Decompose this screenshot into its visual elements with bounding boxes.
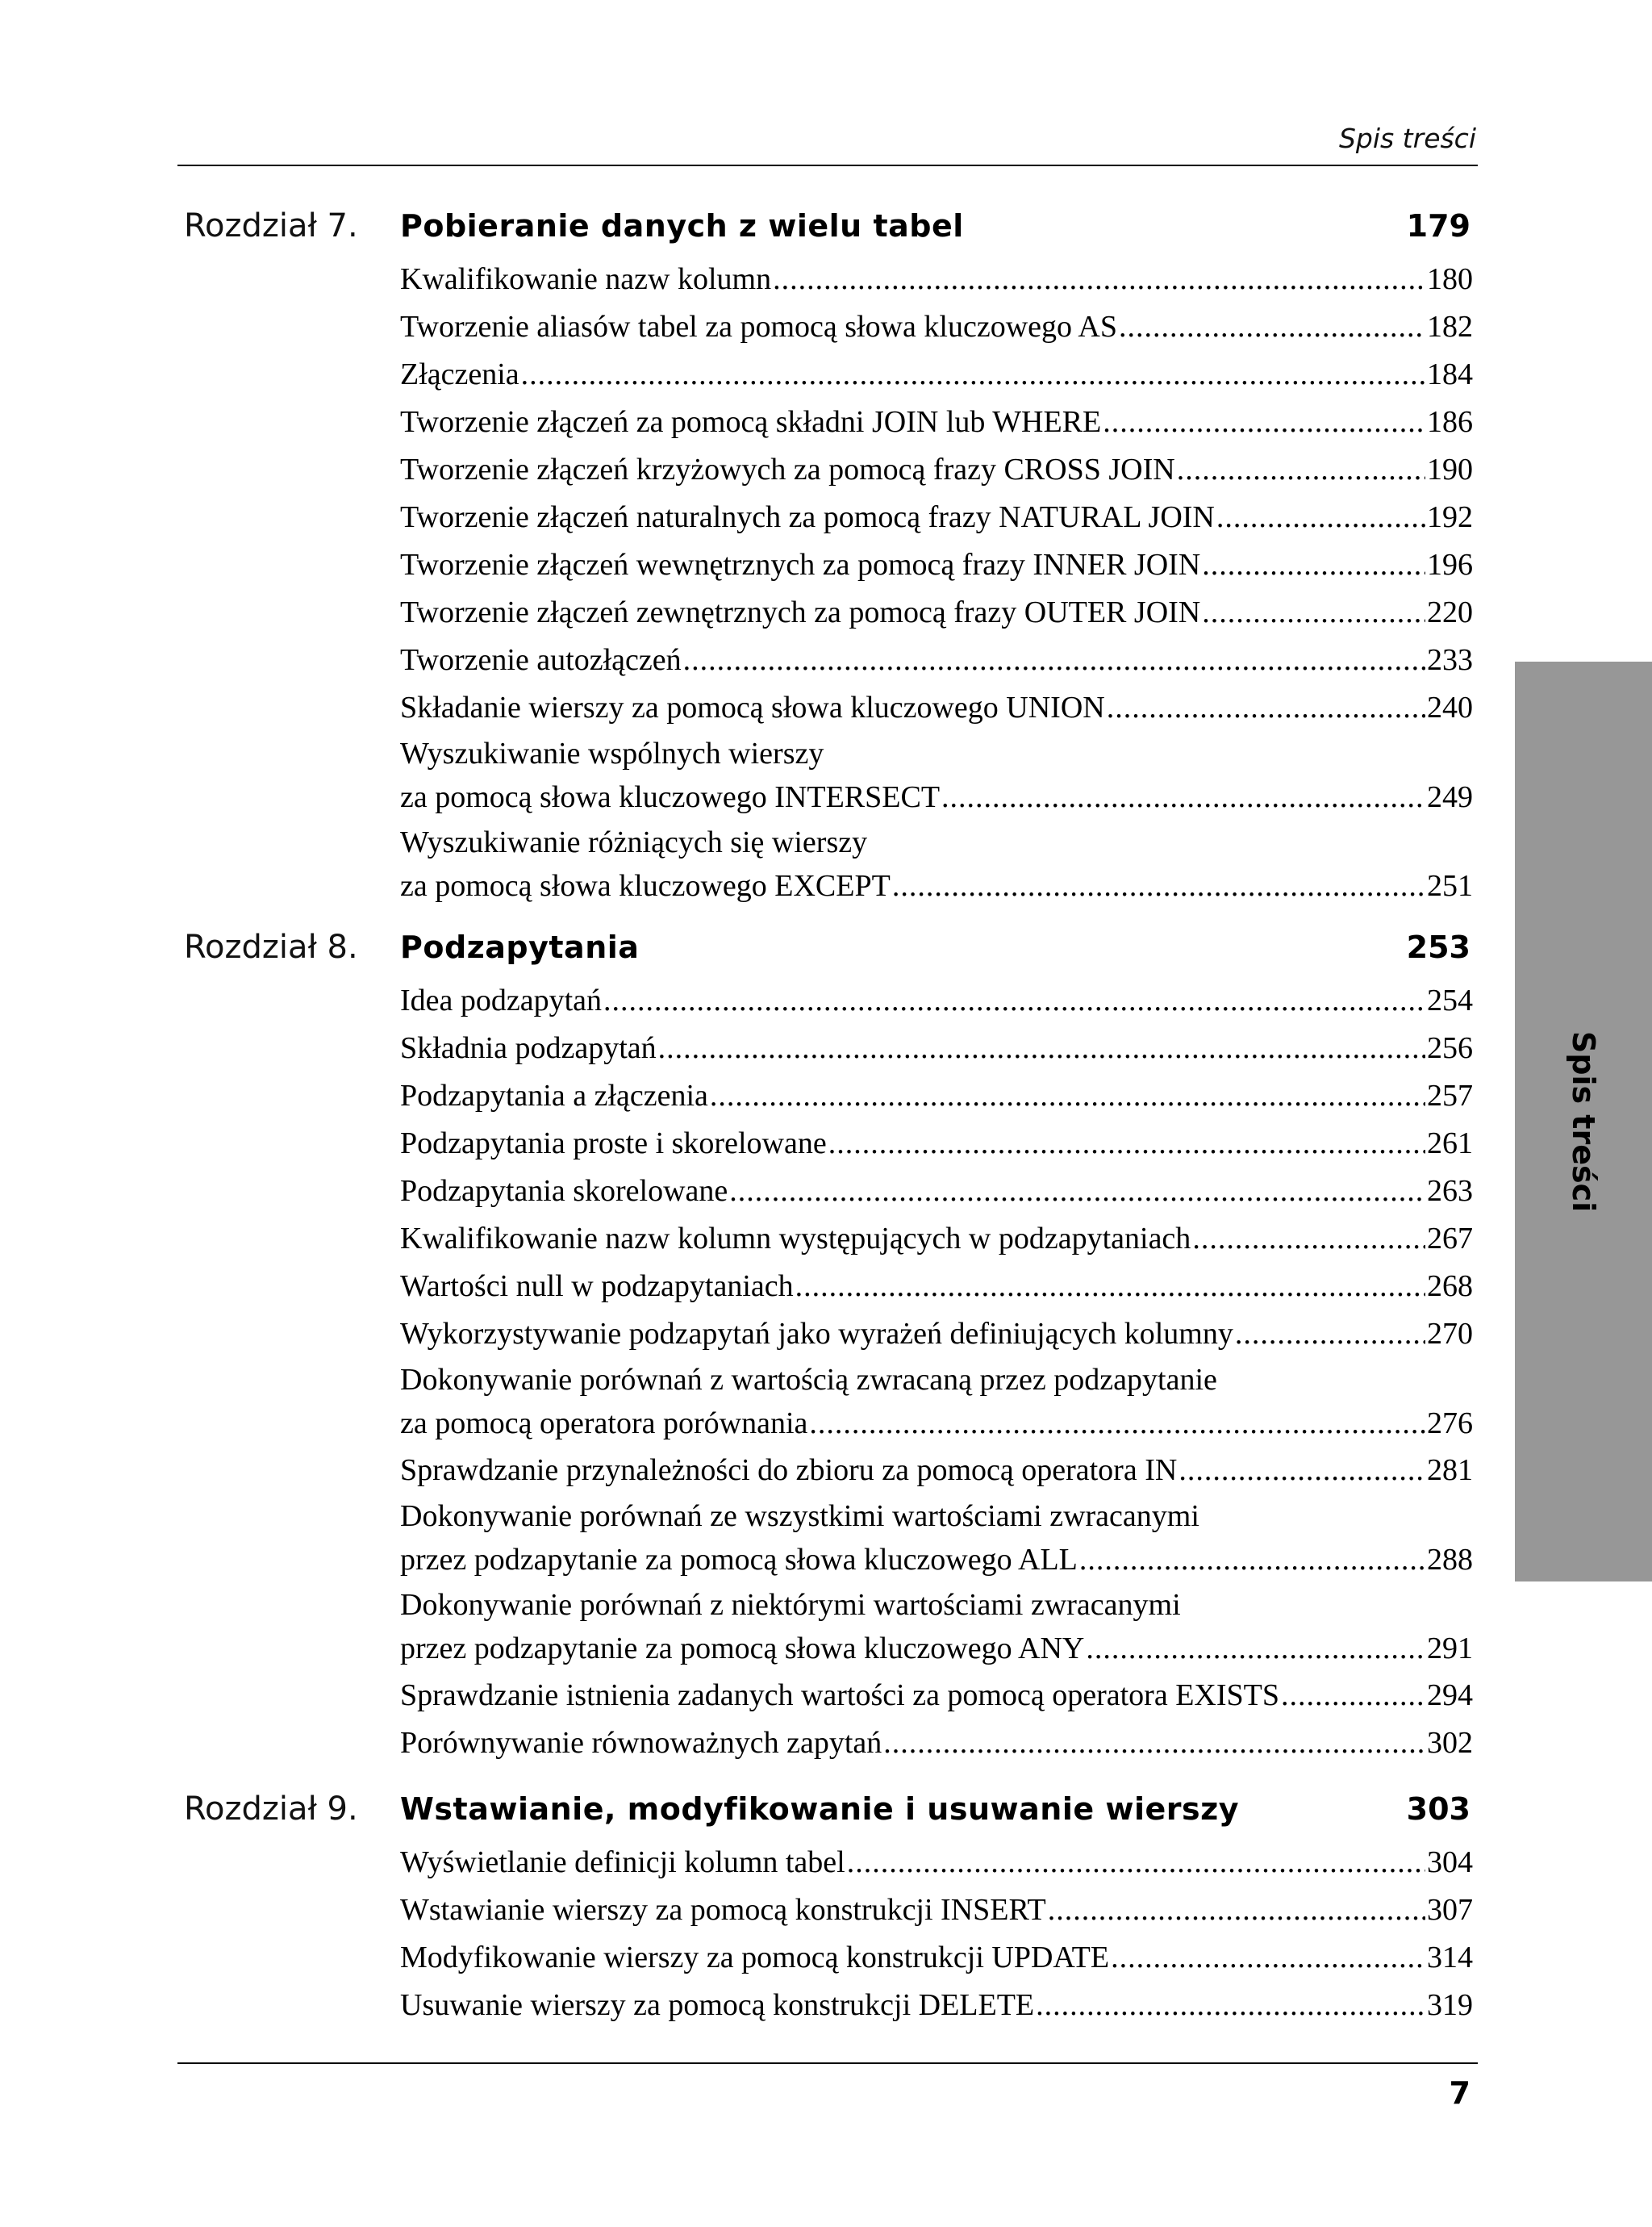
chapter-page: 253: [1406, 930, 1471, 965]
leader-dots: [683, 637, 1425, 683]
side-tab-label: Spis treści: [1566, 1030, 1601, 1213]
chapter-7: [0, 195, 1652, 910]
entry-text: Sprawdzanie przynależności do zbioru za pomocą operatora IN: [400, 1453, 1178, 1487]
leader-dots: [1179, 1448, 1425, 1493]
entry-page: 294: [1427, 1678, 1473, 1712]
running-head: Spis treści: [1338, 123, 1476, 154]
entry-text: Podzapytania proste i skorelowane: [400, 1126, 827, 1160]
entry-text: przez podzapytanie za pomocą słowa kluczowego ANY: [400, 1632, 1085, 1665]
toc-entry[interactable]: [400, 304, 1473, 352]
entry-page: 256: [1427, 1031, 1473, 1065]
entry-text: Porównywanie równoważnych zapytań: [400, 1726, 882, 1760]
entry-text: Idea podzapytań: [400, 984, 603, 1017]
entry-text: przez podzapytanie za pomocą słowa kluczowego ALL: [400, 1543, 1078, 1577]
entry-text: za pomocą słowa kluczowego EXCEPT: [400, 869, 891, 903]
entry-text: Podzapytania skorelowane: [400, 1174, 728, 1208]
entry-text: Kwalifikowanie nazw kolumn: [400, 262, 772, 296]
leader-dots: [1119, 304, 1425, 349]
leader-dots: [1103, 399, 1425, 445]
chapter-page: 303: [1406, 1791, 1471, 1827]
leader-dots: [1048, 1887, 1425, 1932]
entry-text: Wartości null w podzapytaniach: [400, 1269, 794, 1303]
toc-entry[interactable]: [400, 1935, 1473, 1983]
chapter-heading: [0, 1778, 1652, 1840]
entry-page: 291: [1427, 1632, 1473, 1665]
toc-entry[interactable]: [400, 1026, 1473, 1073]
entry-text-line1: Wyszukiwanie wspólnych wierszy: [400, 737, 824, 771]
toc-entry[interactable]: [400, 447, 1473, 495]
chapter-9: [0, 1778, 1652, 2030]
entry-page: 276: [1427, 1406, 1473, 1440]
entry-text-line1: Dokonywanie porównań z wartością zwracaną przez podzapytanie: [400, 1363, 1217, 1397]
leader-dots: [883, 1720, 1425, 1765]
chapter-page: 179: [1406, 208, 1471, 244]
entry-page: 220: [1427, 595, 1473, 629]
leader-dots: [1086, 1626, 1425, 1671]
chapter-label: Rozdział 9.: [184, 1790, 358, 1828]
toc-entry[interactable]: [400, 1887, 1473, 1935]
chapter-label: Rozdział 7.: [184, 207, 358, 244]
leader-dots: [1202, 590, 1425, 635]
leader-dots: [1177, 447, 1425, 492]
toc-entry[interactable]: [400, 685, 1473, 733]
leader-dots: [1192, 1216, 1425, 1261]
leader-dots: [710, 1073, 1425, 1118]
toc-entry[interactable]: [400, 733, 1473, 821]
toc-entry[interactable]: [400, 1720, 1473, 1768]
toc-entry[interactable]: [400, 542, 1473, 590]
leader-dots: [847, 1840, 1425, 1885]
chapter-title: Podzapytania: [400, 930, 640, 965]
toc-entry[interactable]: [400, 1359, 1473, 1448]
toc-entry[interactable]: [400, 257, 1473, 304]
leader-dots: [1107, 685, 1425, 730]
entry-page: 261: [1427, 1126, 1473, 1160]
page-number: 7: [1449, 2075, 1471, 2111]
leader-dots: [828, 1121, 1425, 1166]
entry-page: 257: [1427, 1079, 1473, 1113]
entry-page: 251: [1427, 869, 1473, 903]
entry-text: Kwalifikowanie nazw kolumn występujących w podzapytaniach: [400, 1222, 1191, 1256]
entry-page: 240: [1427, 691, 1473, 725]
entry-page: 288: [1427, 1543, 1473, 1577]
chapter-title: Wstawianie, modyfikowanie i usuwanie wierszy: [400, 1791, 1240, 1827]
toc-entry[interactable]: [400, 590, 1473, 637]
entry-text: Modyfikowanie wierszy za pomocą konstrukcji UPDATE: [400, 1941, 1110, 1974]
entry-page: 180: [1427, 262, 1473, 296]
entry-text: Składanie wierszy za pomocą słowa kluczowego UNION: [400, 691, 1105, 725]
chapter-heading: [0, 917, 1652, 978]
leader-dots: [603, 978, 1425, 1023]
entry-page: 319: [1427, 1988, 1473, 2022]
toc-entry[interactable]: [400, 352, 1473, 399]
chapter-8: [0, 917, 1652, 1768]
entry-text: Składnia podzapytań: [400, 1031, 657, 1065]
entry-text: Tworzenie złączeń zewnętrznych za pomocą frazy OUTER JOIN: [400, 595, 1201, 629]
toc-entry[interactable]: [400, 1673, 1473, 1720]
toc-entry[interactable]: [400, 1448, 1473, 1495]
leader-dots: [795, 1264, 1425, 1309]
entry-page: 184: [1427, 357, 1473, 391]
entry-text: Tworzenie aliasów tabel za pomocą słowa kluczowego AS: [400, 310, 1117, 344]
side-tab: [1515, 662, 1652, 1581]
chapter-heading: [0, 195, 1652, 257]
toc-entry[interactable]: [400, 1840, 1473, 1887]
toc-entry[interactable]: [400, 978, 1473, 1026]
entry-text: Tworzenie złączeń wewnętrznych za pomocą frazy INNER JOIN: [400, 548, 1201, 582]
entry-text: Tworzenie złączeń naturalnych za pomocą frazy NATURAL JOIN: [400, 500, 1215, 534]
entry-page: 267: [1427, 1222, 1473, 1256]
entry-page: 268: [1427, 1269, 1473, 1303]
entry-text: Wyświetlanie definicji kolumn tabel: [400, 1845, 845, 1879]
leader-dots: [729, 1168, 1425, 1214]
entry-text: Usuwanie wierszy za pomocą konstrukcji DELETE: [400, 1988, 1035, 2022]
leader-dots: [892, 863, 1425, 909]
entry-text: Złączenia: [400, 357, 519, 391]
toc-entry[interactable]: [400, 1311, 1473, 1359]
entry-text: Sprawdzanie istnienia zadanych wartości za pomocą operatora EXISTS: [400, 1678, 1279, 1712]
entry-page: 314: [1427, 1941, 1473, 1974]
leader-dots: [809, 1401, 1425, 1446]
entry-page: 270: [1427, 1317, 1473, 1351]
entry-page: 190: [1427, 453, 1473, 487]
toc-entry[interactable]: [400, 1264, 1473, 1311]
toc-entry[interactable]: [400, 1495, 1473, 1584]
toc-entry[interactable]: [400, 1121, 1473, 1168]
entry-text: Podzapytania a złączenia: [400, 1079, 708, 1113]
toc-entry[interactable]: [400, 1983, 1473, 2030]
toc-entry[interactable]: [400, 1073, 1473, 1121]
toc-entry[interactable]: [400, 1216, 1473, 1264]
entry-page: 307: [1427, 1893, 1473, 1927]
entry-page: 302: [1427, 1726, 1473, 1760]
entry-text-line1: Wyszukiwanie różniących się wierszy: [400, 825, 868, 859]
leader-dots: [521, 352, 1425, 397]
leader-dots: [1216, 495, 1425, 540]
leader-dots: [1079, 1537, 1425, 1582]
entry-text: Wstawianie wierszy za pomocą konstrukcji INSERT: [400, 1893, 1046, 1927]
entry-page: 182: [1427, 310, 1473, 344]
footer-rule: [177, 2062, 1478, 2064]
leader-dots: [658, 1026, 1425, 1071]
entry-text-line1: Dokonywanie porównań ze wszystkimi wartościami zwracanymi: [400, 1499, 1199, 1533]
entry-page: 254: [1427, 984, 1473, 1017]
entry-text: za pomocą słowa kluczowego INTERSECT: [400, 780, 941, 814]
toc-entry[interactable]: [400, 821, 1473, 910]
leader-dots: [773, 257, 1425, 302]
entry-page: 192: [1427, 500, 1473, 534]
toc-entry[interactable]: [400, 399, 1473, 447]
entry-text: Tworzenie złączeń za pomocą składni JOIN lub WHERE: [400, 405, 1102, 439]
entry-text: Wykorzystywanie podzapytań jako wyrażeń definiujących kolumny: [400, 1317, 1233, 1351]
entry-page: 263: [1427, 1174, 1473, 1208]
chapter-label: Rozdział 8.: [184, 929, 358, 966]
entry-text: za pomocą operatora porównania: [400, 1406, 808, 1440]
toc-entry[interactable]: [400, 1584, 1473, 1673]
entry-text-line1: Dokonywanie porównań z niektórymi wartościami zwracanymi: [400, 1588, 1181, 1622]
entry-text: Tworzenie złączeń krzyżowych za pomocą frazy CROSS JOIN: [400, 453, 1175, 487]
entry-page: 233: [1427, 643, 1473, 677]
entry-page: 281: [1427, 1453, 1473, 1487]
toc-entry[interactable]: [400, 637, 1473, 685]
leader-dots: [941, 775, 1425, 820]
leader-dots: [1235, 1311, 1425, 1356]
entry-text: Tworzenie autozłączeń: [400, 643, 682, 677]
entry-page: 186: [1427, 405, 1473, 439]
toc-entry[interactable]: [400, 1168, 1473, 1216]
entry-page: 304: [1427, 1845, 1473, 1879]
chapter-title: Pobieranie danych z wielu tabel: [400, 208, 964, 244]
leader-dots: [1036, 1983, 1425, 2028]
leader-dots: [1111, 1935, 1425, 1980]
header-rule: [177, 165, 1478, 166]
toc-entry[interactable]: [400, 495, 1473, 542]
leader-dots: [1281, 1673, 1425, 1718]
leader-dots: [1202, 542, 1425, 587]
entry-page: 249: [1427, 780, 1473, 814]
entry-page: 196: [1427, 548, 1473, 582]
